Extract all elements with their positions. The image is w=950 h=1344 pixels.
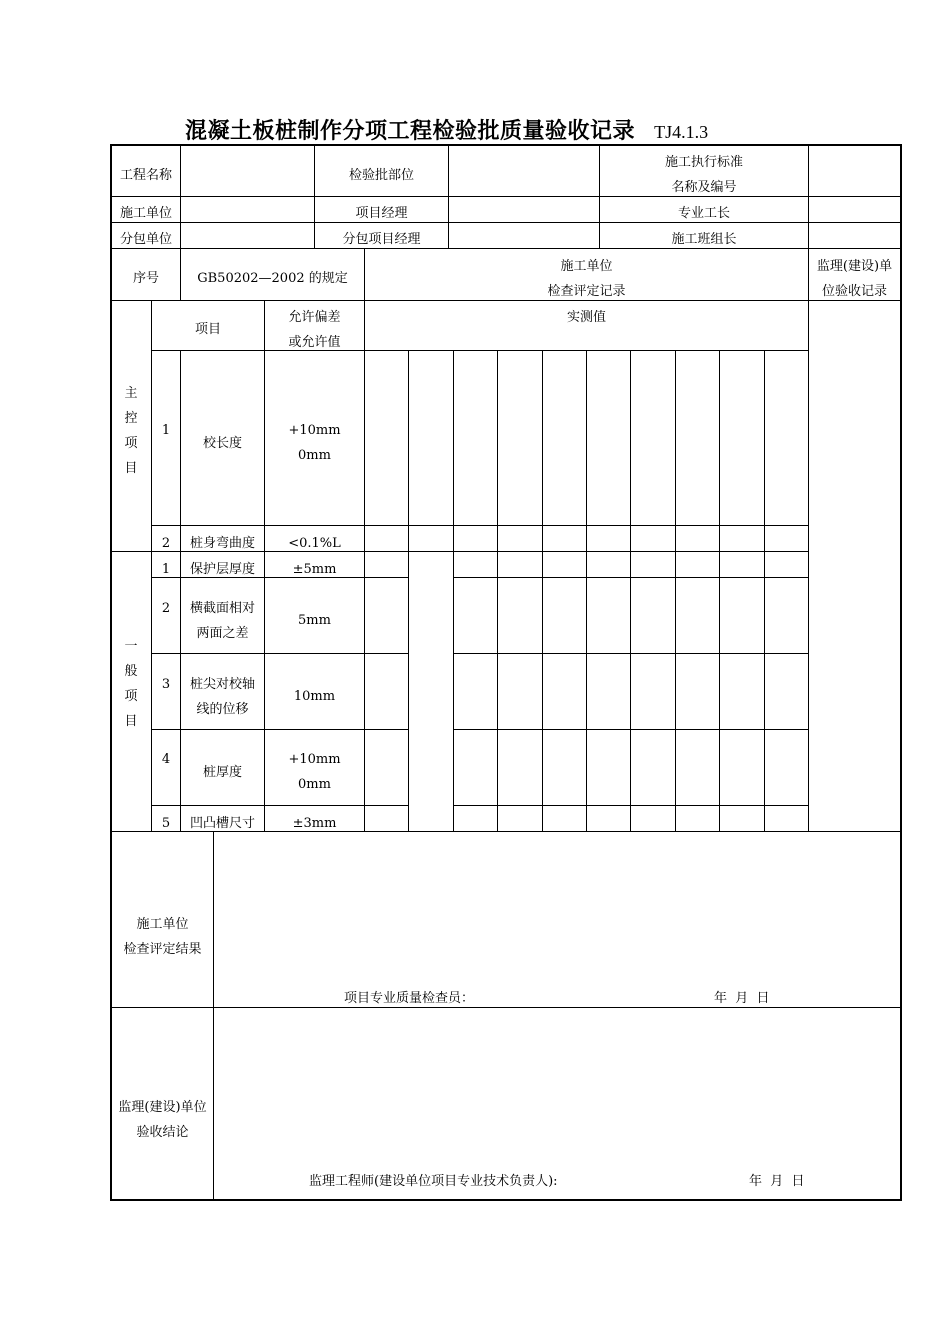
grid-line	[364, 249, 365, 832]
grid-line	[808, 249, 809, 832]
item-tolerance-2: 0mm	[298, 777, 331, 792]
table-border-bottom	[110, 1199, 902, 1201]
grid-line	[808, 145, 809, 249]
item-header: 项目	[194, 322, 221, 337]
grid-line	[213, 832, 214, 1200]
item-no: 1	[161, 562, 171, 577]
supervisor-result-label-1: 监理(建设)单位	[118, 1100, 207, 1115]
grid-line	[586, 350, 587, 832]
item-no: 2	[161, 601, 171, 616]
supervisor-record-header-1: 监理(建设)单	[816, 259, 893, 274]
foreman-label: 专业工长	[677, 206, 730, 221]
grid-line	[542, 350, 543, 832]
form-code: TJ4.1.3	[654, 122, 709, 142]
contractor-record-header-1: 施工单位	[560, 259, 613, 274]
grid-line	[408, 350, 409, 832]
subcontractor-label: 分包单位	[119, 232, 172, 247]
grid-line	[151, 350, 808, 351]
grid-line	[675, 350, 676, 832]
contractor-result-label-1: 施工单位	[136, 917, 189, 932]
item-name: 桩身弯曲度	[189, 536, 255, 551]
item-name-1: 横截面相对	[189, 601, 255, 616]
grid-line	[448, 145, 449, 249]
item-tolerance: ±5mm	[292, 562, 337, 577]
grid-line	[497, 350, 498, 832]
sub-manager-label: 分包项目经理	[342, 232, 421, 247]
table-border-right	[900, 144, 902, 1201]
item-name: 校长度	[202, 436, 242, 451]
supervisor-result-label-2: 验收结论	[136, 1125, 189, 1140]
grid-line	[151, 525, 808, 526]
item-no: 3	[161, 677, 171, 692]
tolerance-header-2: 或允许值	[288, 335, 341, 350]
item-name: 凹凸槽尺寸	[189, 816, 255, 831]
team-leader-label: 施工班组长	[671, 232, 737, 247]
item-tolerance-2: 0mm	[298, 448, 331, 463]
inspector-signature-label: 项目专业质量检查员：	[344, 991, 475, 1006]
item-no: 1	[161, 423, 171, 438]
item-tolerance: 10mm	[293, 689, 336, 704]
item-no: 2	[161, 536, 171, 551]
item-name-2: 两面之差	[196, 626, 249, 641]
standard-label-line1: 施工执行标准	[664, 155, 743, 170]
grid-line	[111, 1007, 901, 1008]
contractor-label: 施工单位	[119, 206, 172, 221]
standard-label-line2: 名称及编号	[671, 180, 737, 195]
contractor-date-label: 年 月 日	[714, 991, 770, 1006]
grid-line	[151, 805, 408, 806]
item-tolerance-1: +10mm	[288, 423, 341, 438]
batch-location-label: 检验批部位	[348, 168, 414, 183]
grid-line	[151, 729, 408, 730]
supervisor-record-header-2: 位验收记录	[821, 284, 887, 299]
grid-line	[151, 653, 408, 654]
grid-line	[719, 350, 720, 832]
item-name: 保护层厚度	[189, 562, 255, 577]
contractor-record-header-2: 检查评定记录	[547, 284, 626, 299]
engineer-signature-label: 监理工程师(建设单位项目专业技术负责人):	[309, 1174, 558, 1189]
form-title: 混凝土板桩制作分项工程检验批质量验收记录	[185, 119, 636, 144]
grid-line	[630, 350, 631, 832]
grid-line	[764, 350, 765, 832]
spec-header: GB50202—2002 的规定	[197, 271, 348, 286]
table-border-top	[110, 144, 902, 146]
item-tolerance-1: +10mm	[288, 752, 341, 767]
item-name: 桩厚度	[202, 765, 242, 780]
grid-line	[453, 350, 454, 832]
grid-line	[180, 145, 181, 249]
item-name-1: 桩尖对校轴	[189, 677, 255, 692]
item-tolerance: 5mm	[298, 613, 331, 628]
tolerance-header-1: 允许偏差	[288, 310, 341, 325]
project-manager-label: 项目经理	[355, 206, 408, 221]
item-name-2: 线的位移	[196, 702, 249, 717]
project-name-label: 工程名称	[119, 168, 172, 183]
item-tolerance: ±3mm	[292, 816, 337, 831]
item-tolerance: <0.1%L	[288, 536, 341, 551]
supervisor-date-label: 年 月 日	[749, 1174, 805, 1189]
item-no: 4	[161, 752, 171, 767]
measured-header: 实测值	[566, 310, 606, 325]
item-no: 5	[161, 816, 171, 831]
document-title	[185, 114, 708, 145]
table-border-left	[110, 144, 112, 1201]
seq-header: 序号	[132, 271, 159, 286]
contractor-result-label-2: 检查评定结果	[123, 942, 202, 957]
